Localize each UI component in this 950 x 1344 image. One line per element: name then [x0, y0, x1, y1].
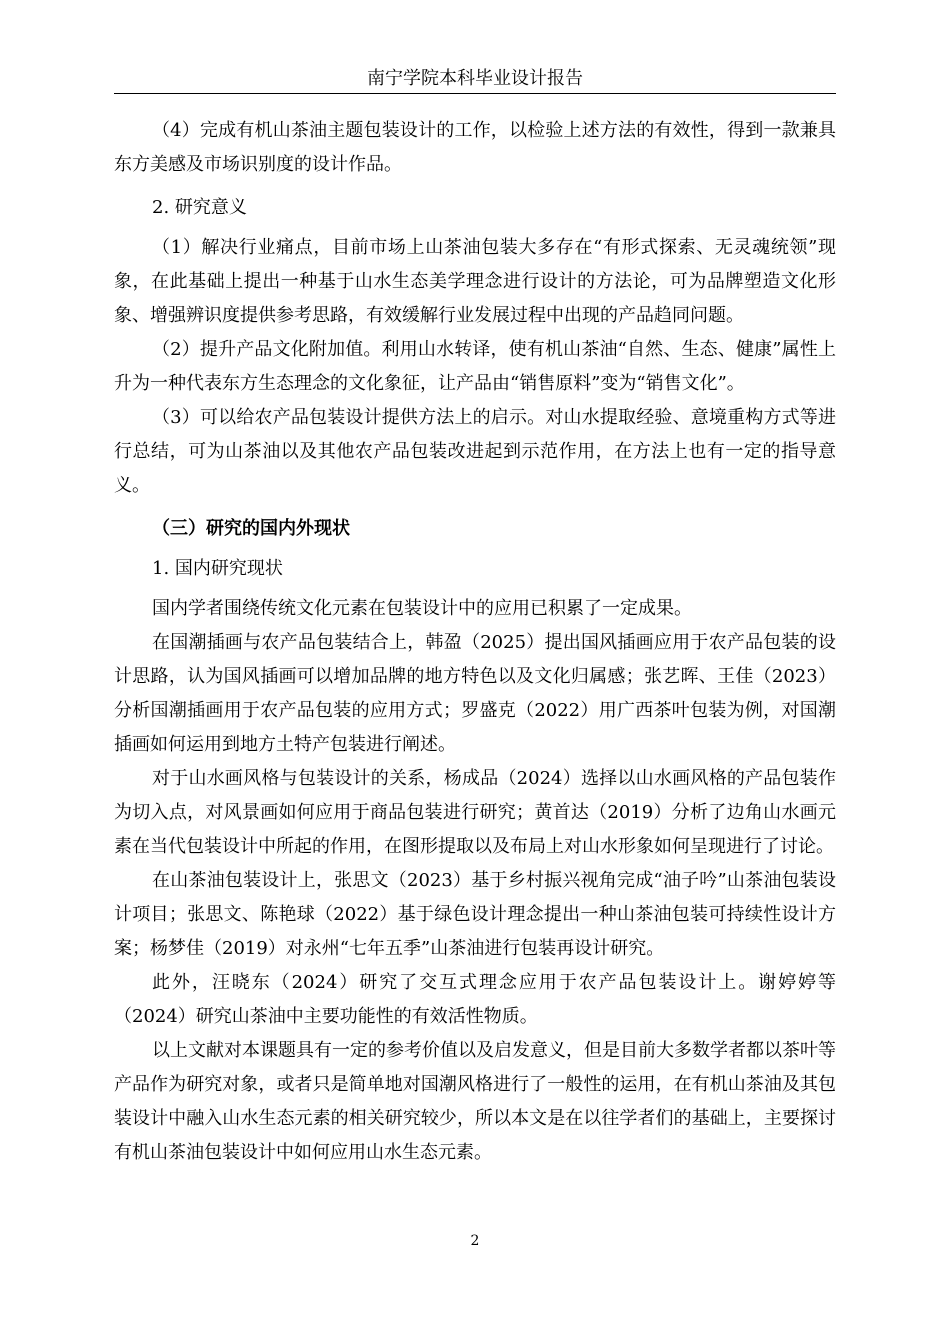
- paragraph-significance-2: （2）提升产品文化附加值。利用山水转译，使有机山茶油“自然、生态、健康”属性上升为一种代表东方生态理念的文化象征，让产品由“销售原料”变为“销售文化”。: [114, 339, 836, 394]
- paragraph-significance-1: （1）解决行业痛点，目前市场上山茶油包装大多存在“有形式探索、无灵魂统领”现象，在此基础上提出一种基于山水生态美学理念进行设计的方法论，可为品牌塑造文化形象、增强辨识度提供参考思路，有效缓解行业发展过程中出现的产品趋同问题。: [114, 237, 836, 326]
- paragraph-objective-4: （4）完成有机山茶油主题包装设计的工作，以检验上述方法的有效性，得到一款兼具东方美感及市场识别度的设计作品。: [114, 120, 836, 175]
- paragraph-significance-3: （3）可以给农产品包装设计提供方法上的启示。对山水提取经验、意境重构方式等进行总结，可为山茶油以及其他农产品包装改进起到示范作用，在方法上也有一定的指导意义。: [114, 407, 836, 496]
- header-divider: [114, 93, 836, 94]
- paragraph-landscape-painting: 对于山水画风格与包装设计的关系，杨成品（2024）选择以山水画风格的产品包装作为切入点，对风景画如何应用于商品包装进行研究；黄首达（2019）分析了边角山水画元素在当代包装设计中所起的作用，在图形提取以及布局上对山水形象如何呈现进行了讨论。: [114, 768, 836, 857]
- page-number: 2: [470, 1233, 480, 1249]
- paragraph-domestic-intro: 国内学者围绕传统文化元素在包装设计中的应用已积累了一定成果。: [152, 598, 692, 619]
- subheading-research-significance: 2. 研究意义: [152, 197, 247, 218]
- section-heading-research-status: （三）研究的国内外现状: [152, 518, 350, 539]
- paragraph-illustration-packaging: 在国潮插画与农产品包装结合上，韩盈（2025）提出国风插画应用于农产品包装的设计思路，认为国风插画可以增加品牌的地方特色以及文化归属感；张艺晖、王佳（2023）分析国潮插画用于农产品包装的应用方式；罗盛克（2022）用广西茶叶包装为例，对国潮插画如何运用到地方土特产包装进行阐述。: [114, 632, 836, 755]
- paragraph-summary: 以上文献对本课题具有一定的参考价值以及启发意义，但是目前大多数学者都以茶叶等产品作为研究对象，或者只是简单地对国潮风格进行了一般性的运用，在有机山茶油及其包装设计中融入山水生态元素的相关研究较少，所以本文是在以往学者们的基础上，主要探讨有机山茶油包装设计中如何应用山水生态元素。: [114, 1040, 836, 1163]
- page-header-title: 南宁学院本科毕业设计报告: [367, 68, 583, 89]
- paragraph-other-studies: 此外，汪晓东（2024）研究了交互式理念应用于农产品包装设计上。谢婷婷等（2024）研究山茶油中主要功能性的有效活性物质。: [114, 972, 836, 1027]
- page-body: [114, 114, 836, 1170]
- paragraph-camellia-oil-packaging: 在山茶油包装设计上，张思文（2023）基于乡村振兴视角完成“油子吟”山茶油包装设计项目；张思文、陈艳球（2022）基于绿色设计理念提出一种山茶油包装可持续性设计方案；杨梦佳（2019）对永州“七年五季”山茶油进行包装再设计研究。: [114, 870, 836, 959]
- subheading-domestic-status: 1. 国内研究现状: [152, 558, 283, 579]
